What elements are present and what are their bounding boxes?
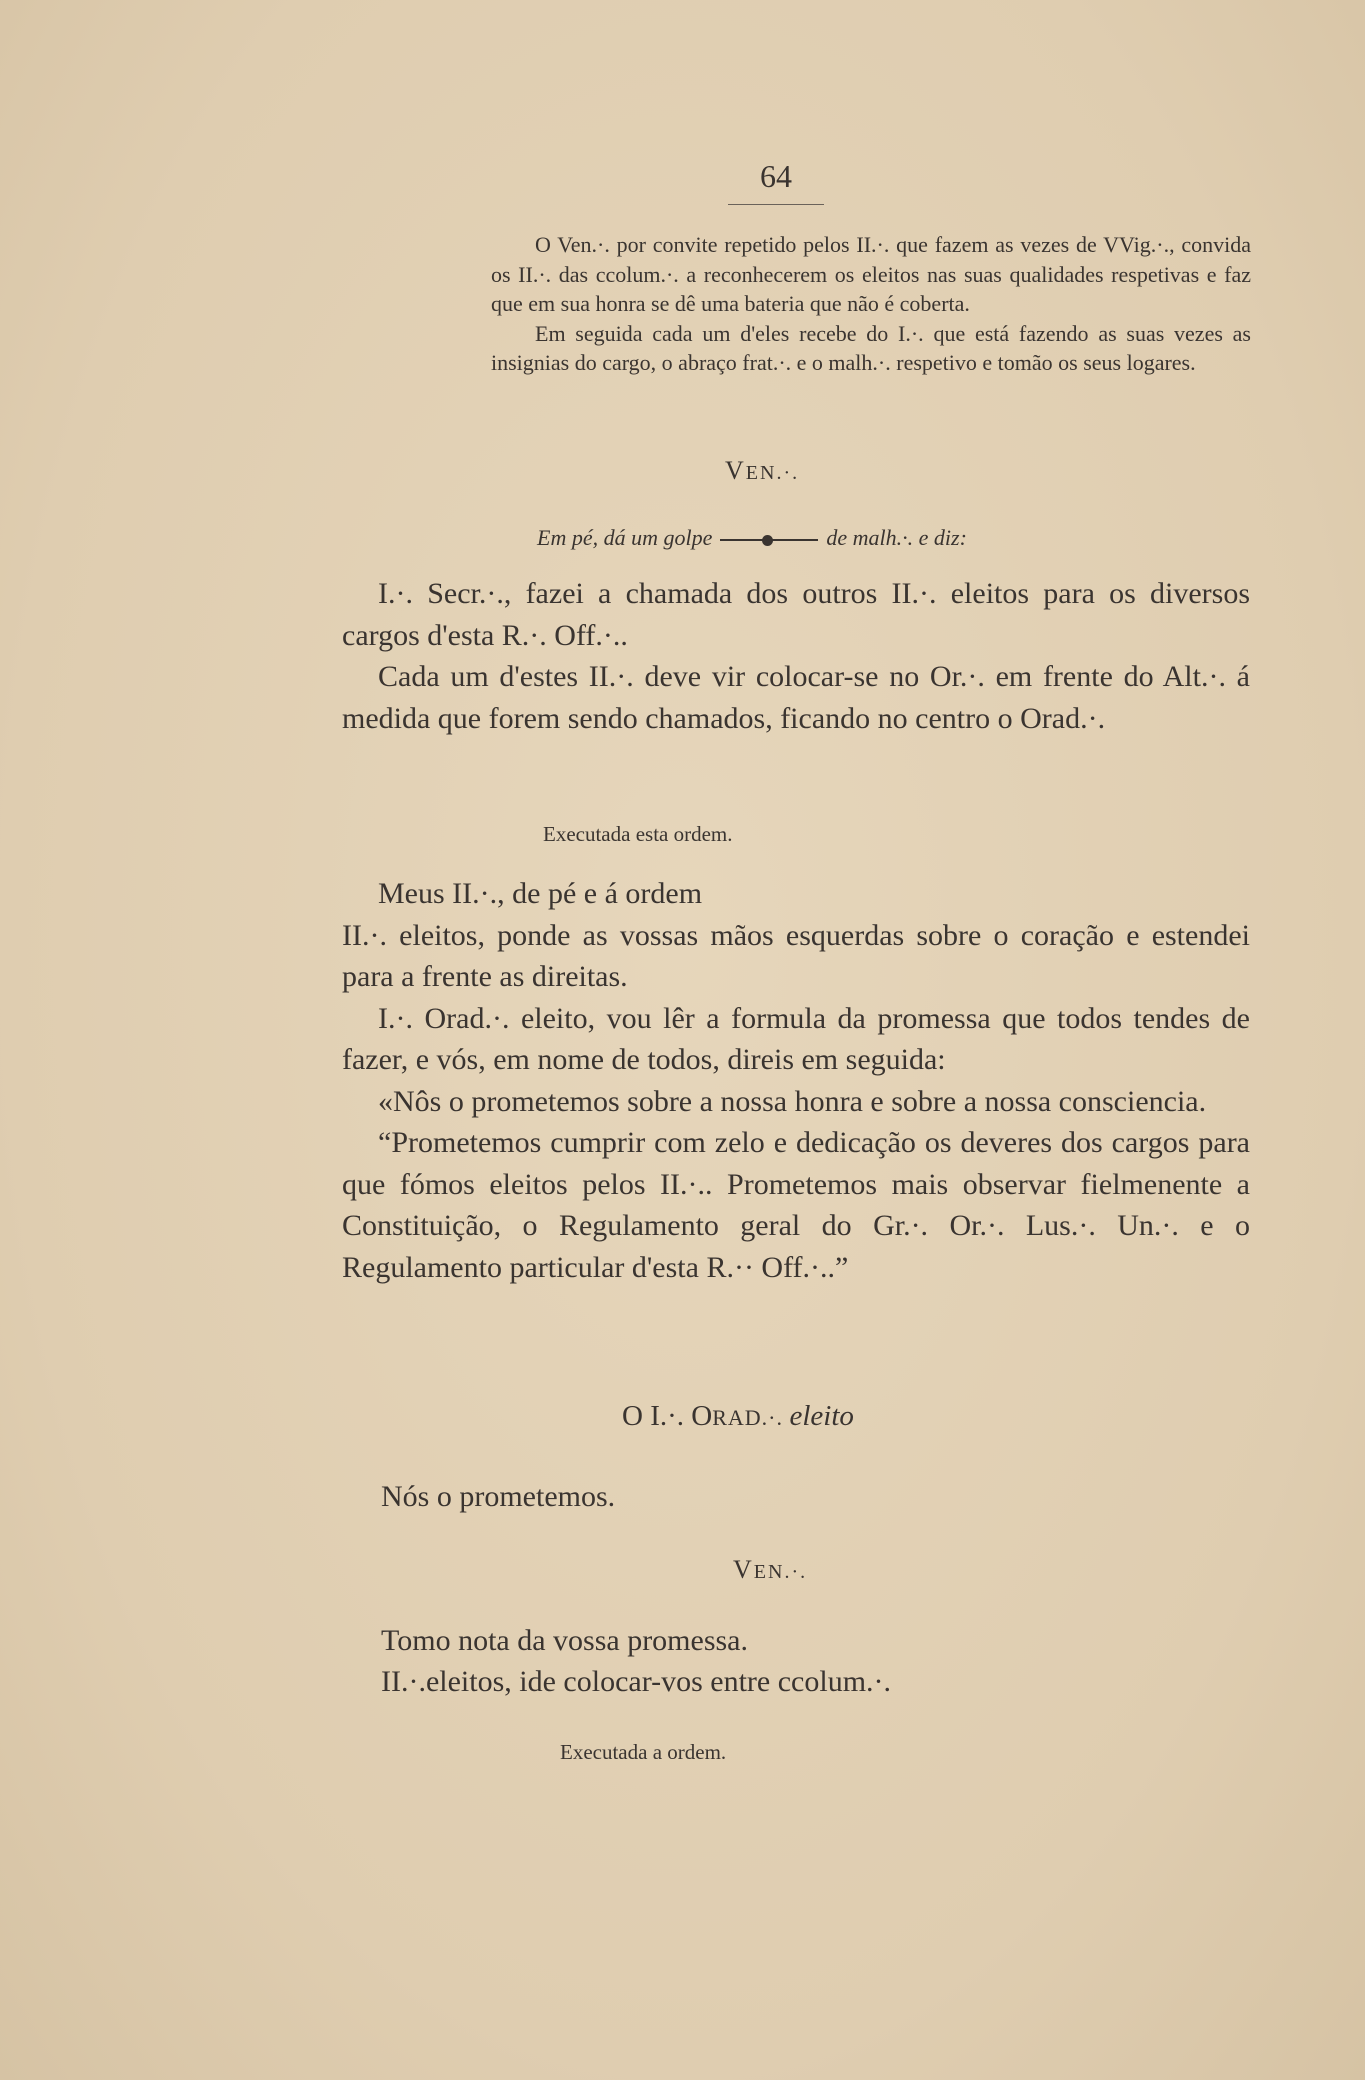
speech-paragraph: Meus II.·., de pé e á ordem (378, 877, 703, 910)
direction-text: de malh.·. e diz: (826, 525, 967, 550)
stage-note: Executada a ordem. (560, 1740, 727, 1764)
speaker-rest: EN.·. (745, 462, 800, 484)
intro-block (491, 230, 1251, 378)
intro-paragraph: Em seguida cada um d'eles recebe do I.·. que está fazendo as suas vezes as insignias do cargo, o abraço frat.·. e o malh.·. respetivo e tomão os seus logares. (491, 320, 1251, 375)
stage-note: Executada esta ordem. (543, 822, 733, 846)
speech-paragraph: “Prometemos cumprir com zelo e dedicação os deveres dos cargos para que fómos eleitos pelos II.·.. Prometemos mais observar fielmenente a Constituição, o Regulamento geral do Gr.·. Or.·. Lus.·. Un.·. e o Regulamento particular d'esta R.·· Off.·..” (342, 1126, 1250, 1284)
speech-line: II.·.eleitos, ide colocar-vos entre ccolum.·. (381, 1665, 892, 1698)
speaker-initial: V (733, 1555, 754, 1584)
page-number: 64 (760, 158, 792, 194)
speaker-initial: V (725, 456, 746, 485)
speech-paragraph: Cada um d'estes II.·. deve vir colocar-se no Or.·. em frente do Alt.·. á medida que forem sendo chamados, ficando no centro o Orad.·. (342, 660, 1250, 735)
speech-line: Tomo nota da vossa promessa. (381, 1624, 749, 1657)
speech-paragraph: I.·. Secr.·., fazei a chamada dos outros II.·. eleitos para os diversos cargos d'esta R.·. Off.·.. (342, 577, 1250, 652)
stage-direction (537, 525, 967, 551)
speaker-suffix: eleito (789, 1400, 854, 1432)
speech-paragraph: I.·. Orad.·. eleito, vou lêr a formula da promessa que todos tendes de fazer, e vós, em nome de todos, direis em seguida: (342, 1001, 1250, 1076)
speech-paragraph: «Nôs o prometemos sobre a nossa honra e sobre a nossa consciencia. (378, 1084, 1207, 1118)
direction-text: Em pé, dá um golpe (537, 525, 713, 550)
speaker-ven (733, 1555, 807, 1585)
speaker-orador (622, 1400, 854, 1433)
speaker-initial: O (691, 1400, 713, 1432)
speaker-rest: RAD.·. (712, 1405, 790, 1430)
speaker-ven (725, 456, 799, 486)
intro-paragraph: O Ven.·. por convite repetido pelos II.·. que fazem as vezes de VVig.·., convida os II.·. das ccolum.·. a reconhecerem os eleitos nas suas qualidades respetivas e faz que em sua honra se dê uma bateria que não é coberta. (491, 232, 1251, 316)
speaker-rest: EN.·. (753, 1561, 808, 1583)
speaker-prefix: O I.·. (622, 1400, 692, 1432)
page-number-rule (728, 204, 824, 205)
speech-block-1 (342, 573, 1250, 739)
gavel-stroke-icon (720, 533, 818, 547)
speech-block-2 (342, 873, 1250, 1288)
speech-paragraph: II.·. eleitos, ponde as vossas mãos esquerdas sobre o coração e estendei para a frente as direitas. (342, 918, 1250, 993)
response-line: Nós o prometemos. (381, 1480, 616, 1513)
speech-block-3 (381, 1620, 891, 1702)
